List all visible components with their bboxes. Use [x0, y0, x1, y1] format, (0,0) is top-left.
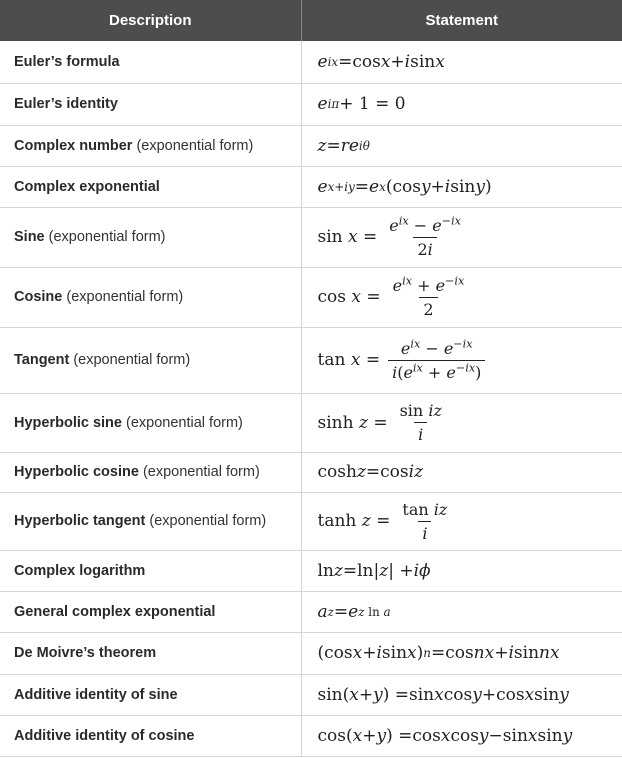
- formula-note: (exponential form): [66, 289, 184, 305]
- table-row: [0, 166, 622, 207]
- formula: z = r e iθ: [317, 135, 370, 156]
- table-row: [0, 715, 622, 756]
- fraction-formula: [318, 401, 446, 444]
- formula-name: General complex exponential: [14, 603, 216, 620]
- formula-note: (exponential form): [142, 464, 260, 480]
- formula-name: Cosine: [14, 289, 63, 305]
- formula-name: Complex exponential: [14, 178, 160, 195]
- numerator: $e^{ix} + e^{-ix}$: [392, 274, 465, 295]
- description-cell: [0, 327, 301, 393]
- statement-cell: [301, 166, 622, 207]
- formula-name: Hyperbolic tangent: [14, 513, 146, 529]
- numerator: $e^{ix} - e^{-ix}$: [389, 214, 461, 235]
- formula-name: Complex logarithm: [14, 562, 146, 579]
- denominator: $i(e^{ix} + e^{-ix})$: [388, 360, 485, 382]
- formula: e x+iy = e x ( cos y + i sin y ): [317, 176, 492, 197]
- table-row: [0, 674, 622, 715]
- formula: sin ( x + y ) = sin x cos y + cos x sin y: [317, 684, 569, 705]
- description-cell: [0, 83, 301, 125]
- formula-name: De Moivre’s theorem: [14, 645, 157, 661]
- formula: ( cos x + i sin x ) n = cos n x + i sin n x: [317, 643, 560, 663]
- description-cell: [0, 125, 301, 166]
- formula: a z = e z ln a: [317, 601, 391, 622]
- formula-lhs: tanh z =: [317, 511, 391, 531]
- table-row: [0, 125, 622, 166]
- description-cell: [0, 267, 301, 327]
- formula-note: (exponential form): [149, 513, 267, 529]
- table-row: [0, 591, 622, 632]
- description-cell: [0, 550, 301, 591]
- formula: cos ( x + y ) = cos x cos y − sin x sin y: [317, 725, 573, 746]
- statement-cell: [301, 452, 622, 492]
- fraction: [398, 500, 451, 543]
- fraction: [389, 276, 469, 319]
- numerator: tan iz: [402, 499, 448, 519]
- statement-cell: [301, 715, 622, 756]
- table-row: [0, 83, 622, 125]
- description-column-header: Description: [0, 0, 301, 41]
- formula-lhs: sin x =: [317, 227, 378, 247]
- formula-note: (exponential form): [48, 229, 166, 245]
- formula-name: Hyperbolic cosine: [14, 464, 139, 480]
- formula: ln z = ln | z | + i ϕ: [317, 560, 431, 581]
- statement-cell: [301, 492, 622, 550]
- fraction-formula: [318, 216, 465, 259]
- fraction-formula: [318, 276, 469, 319]
- table-row: [0, 393, 622, 452]
- denominator: i: [414, 422, 427, 444]
- table-header-row: [0, 0, 622, 41]
- fraction-formula: [318, 500, 452, 543]
- numerator: sin iz: [399, 401, 442, 420]
- statement-cell: [301, 591, 622, 632]
- statement-cell: [301, 83, 622, 125]
- formula-note: (exponential form): [136, 137, 254, 154]
- description-cell: [0, 207, 301, 267]
- statement-cell: [301, 41, 622, 83]
- formula-lhs: sinh z =: [317, 412, 388, 433]
- denominator: 2: [419, 297, 437, 319]
- description-cell: [0, 492, 301, 550]
- table-row: [0, 41, 622, 83]
- statement-cell: [301, 674, 622, 715]
- description-cell: [0, 632, 301, 674]
- formula-name: Additive identity of sine: [14, 686, 178, 703]
- statement-cell: [301, 550, 622, 591]
- statement-cell: [301, 632, 622, 674]
- description-cell: [0, 452, 301, 492]
- numerator: $e^{ix} - e^{-ix}$: [400, 337, 473, 358]
- statement-cell: [301, 267, 622, 327]
- fraction: [385, 216, 465, 259]
- description-cell: [0, 41, 301, 83]
- formula-name: Tangent: [14, 352, 70, 368]
- table-row: [0, 207, 622, 267]
- formula-name: Euler’s formula: [14, 53, 120, 70]
- formula-note: (exponential form): [126, 414, 243, 431]
- formula-lhs: tan x =: [317, 350, 381, 370]
- statement-cell: [301, 327, 622, 393]
- description-cell: [0, 166, 301, 207]
- table-row: [0, 327, 622, 393]
- statement-column-header: Statement: [301, 0, 622, 41]
- statement-cell: [301, 125, 622, 166]
- denominator: i: [418, 521, 431, 543]
- table-row: [0, 492, 622, 550]
- formula: e ix = cos x + i sin x: [317, 51, 445, 72]
- formula-note: (exponential form): [73, 352, 191, 368]
- description-cell: [0, 674, 301, 715]
- table-row: [0, 452, 622, 492]
- description-cell: [0, 715, 301, 756]
- fraction: [388, 339, 485, 382]
- fraction-formula: [318, 339, 486, 382]
- formula-name: Additive identity of cosine: [14, 727, 195, 744]
- formula-name: Sine: [14, 229, 45, 245]
- formula: e iπ + 1 = 0: [317, 94, 406, 114]
- table-row: [0, 267, 622, 327]
- fraction: [396, 401, 446, 444]
- formula: cosh z = cos i z: [317, 462, 424, 482]
- formula-lhs: cos x =: [317, 287, 381, 307]
- formula-name: Euler’s identity: [14, 96, 118, 112]
- description-cell: [0, 393, 301, 452]
- formula-name: Hyperbolic sine: [14, 414, 122, 431]
- statement-cell: [301, 393, 622, 452]
- denominator: 2i: [413, 237, 436, 259]
- formula-name: Complex number: [14, 137, 133, 154]
- description-cell: [0, 591, 301, 632]
- table-row: [0, 550, 622, 591]
- statement-cell: [301, 207, 622, 267]
- table-row: [0, 632, 622, 674]
